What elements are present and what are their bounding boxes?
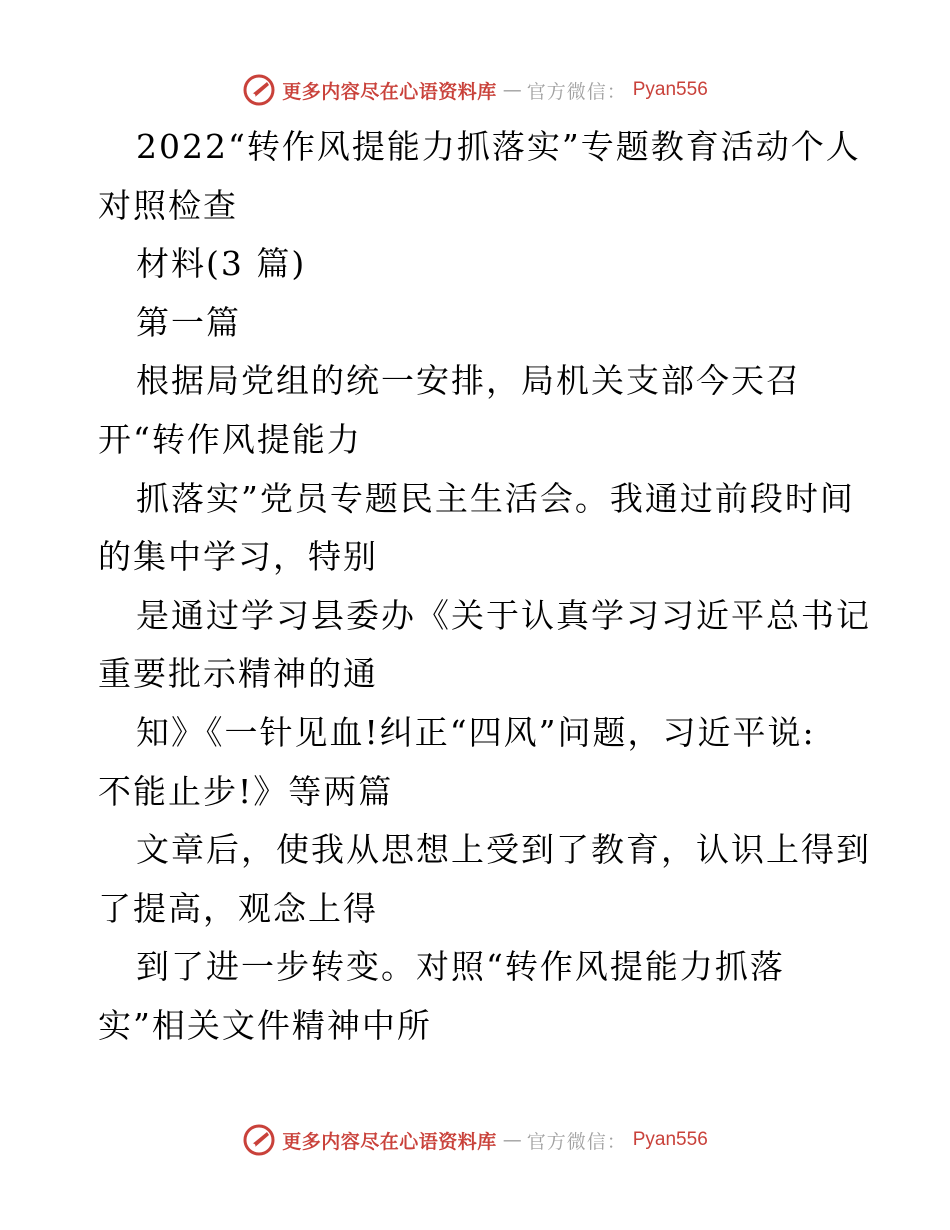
- brand-logo-icon: [242, 1123, 276, 1157]
- footer-brand-text: 更多内容尽在心语资料库: [282, 1130, 497, 1153]
- document-line: 开“转作风提能力: [98, 419, 362, 459]
- header-separator: —: [502, 79, 521, 101]
- document-line: 2022“转作风提能力抓落实”专题教育活动个人: [136, 127, 861, 166]
- document-line: 知》《一针见血!纠正“四风”问题，习近平说:: [136, 712, 816, 752]
- document-line: 了提高，观念上得: [98, 888, 378, 928]
- footer-wechat-id: Pyan556: [632, 1129, 708, 1150]
- document-line: 的集中学习，特别: [98, 537, 378, 577]
- footer-separator: —: [502, 1129, 521, 1151]
- document-line: 抓落实”党员专题民主生活会。我通过前段时间: [136, 478, 855, 518]
- header-wechat-label: 官方微信：: [526, 80, 627, 103]
- footer-wechat-label: 官方微信：: [526, 1130, 627, 1153]
- footer-banner: [0, 1118, 950, 1162]
- header-banner: [0, 68, 950, 112]
- brand-logo-icon: [242, 73, 276, 107]
- header-brand-text: 更多内容尽在心语资料库: [282, 80, 497, 103]
- document-line: 文章后，使我从思想上受到了教育，认识上得到: [136, 830, 871, 870]
- document-line: 到了进一步转变。对照“转作风提能力抓落: [136, 947, 785, 987]
- document-line: 重要批示精神的通: [98, 654, 378, 694]
- document-line: 是通过学习县委办《关于认真学习习近平总书记: [136, 595, 871, 635]
- document-line: 材料(3 篇): [136, 244, 307, 284]
- header-wechat-id: Pyan556: [632, 79, 708, 100]
- document-body: [98, 118, 871, 1056]
- document-line: 实”相关文件精神中所: [98, 1005, 432, 1045]
- document-line: 根据局党组的统一安排，局机关支部今天召: [136, 361, 801, 401]
- document-line: 第一篇: [136, 302, 241, 342]
- document-line: 不能止步!》等两篇: [98, 771, 394, 811]
- document-line: 对照检查: [98, 185, 238, 225]
